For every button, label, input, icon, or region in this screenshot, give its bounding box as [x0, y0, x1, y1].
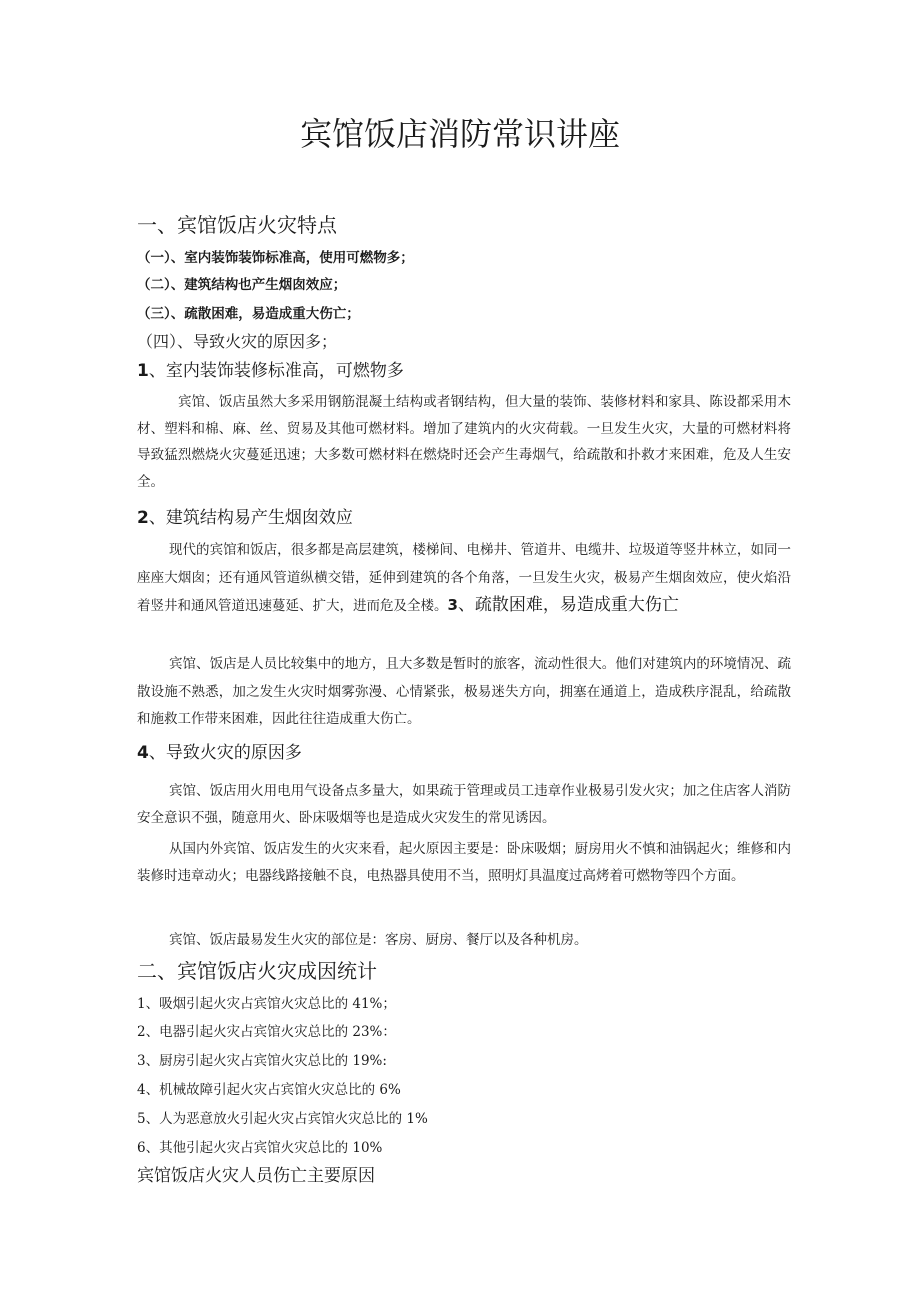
subsection-3-paragraph: 宾馆、饭店是人员比较集中的地方，且大多数是暂时的旅客，流动性很大。他们对建筑内的环境情况、疏散设施不熟悉，加之发生火灾时烟雾弥漫、心情紧张，极易迷失方向，拥塞在通道上，造成秩序混乱，给疏散和施救工作带来困难，因此往往造成重大伤亡。 [137, 656, 791, 727]
subsection-1-number: 1 [137, 361, 149, 381]
subsection-2-number: 2 [137, 508, 149, 528]
stat-item-3: 3、厨房引起火灾占宾馆火灾总比的 19%: [137, 1053, 387, 1069]
subsection-2-title: 、建筑结构易产生烟囱效应 [148, 508, 353, 528]
subsection-4-paragraph-1: 宾馆、饭店用火用电用气设备点多量大，如果疏于管理或员工违章作业极易引发火灾；加之住店客人消防安全意识不强，随意用火、卧床吸烟等也是造成火灾发生的常见诱因。 [137, 783, 791, 826]
feature-item-1: （一）、室内装饰装饰标准高，使用可燃物多； [137, 250, 414, 266]
stat-item-1: 1、吸烟引起火灾占宾馆火灾总比的 41%； [137, 996, 396, 1012]
subsection-4-title: 、导致火灾的原因多 [148, 743, 302, 763]
subsection-1-title: 、室内装饰装修标准高，可燃物多 [148, 361, 404, 381]
page-title: 宾馆饭店消防常识讲座 [299, 115, 620, 153]
feature-item-3: （三）、疏散困难，易造成重大伤亡； [137, 306, 360, 322]
casualty-causes-heading: 宾馆饭店火灾人员伤亡主要原因 [137, 1166, 375, 1186]
subsection-2-body: 现代的宾馆和饭店，很多都是高层建筑，楼梯间、电梯井、管道井、电缆井、垃圾道等竖井林立，如同一座座大烟囱；还有通风管道纵横交错，延伸到建筑的各个角落，一旦发生火灾，极易产生烟囱效应，使火焰沿着竖井和通风管道迅速蔓延、扩大，进而危及全楼。 [137, 542, 791, 614]
stat-item-4: 4、机械故障引起火灾占宾馆火灾总比的 6% [137, 1082, 401, 1098]
subsection-4-number: 4 [137, 743, 149, 763]
subsection-3-number: 3 [447, 596, 458, 614]
subsection-1-paragraph: 宾馆、饭店虽然大多采用钢筋混凝土结构或者钢结构，但大量的装饰、装修材料和家具、陈设都采用木材、塑料和棉、麻、丝、贸易及其他可燃材料。增加了建筑内的火灾荷载。一旦发生火灾，大量的可燃材料将导致猛烈燃烧火灾蔓延迅速；大多数可燃材料在燃烧时还会产生毒烟气，给疏散和扑救才来困难，危及人生安全。 [137, 394, 791, 490]
subsection-1-heading [137, 358, 404, 384]
feature-item-2: （二）、建筑结构也产生烟囱效应； [137, 277, 347, 293]
section2-heading: 二、宾馆饭店火灾成因统计 [137, 959, 377, 983]
subsection-3-title: 、疏散困难，易造成重大伤亡 [457, 595, 679, 615]
stat-item-5: 5、人为恶意放火引起火灾占宾馆火灾总比的 1% [137, 1111, 428, 1127]
subsection-4-paragraph-3: 宾馆、饭店最易发生火灾的部位是：客房、厨房、餐厅以及各种机房。 [169, 932, 588, 948]
stat-item-2: 2、电器引起火灾占宾馆火灾总比的 23%： [137, 1024, 396, 1040]
subsection-2-paragraph [137, 537, 791, 621]
subsection-4-paragraph-2: 从国内外宾馆、饭店发生的火灾来看，起火原因主要是：卧床吸烟；厨房用火不慎和油锅起火；维修和内装修时违章动火；电器线路接触不良，电热器具使用不当，照明灯具温度过高烤着可燃物等四个方面。 [137, 841, 791, 884]
feature-item-4: （四）、导致火灾的原因多； [137, 332, 338, 351]
section1-heading: 一、宾馆饭店火灾特点 [137, 213, 337, 237]
stat-item-6: 6、其他引起火灾占宾馆火灾总比的 10% [137, 1140, 383, 1156]
subsection-4-heading [137, 740, 302, 766]
subsection-2-heading [137, 505, 353, 531]
